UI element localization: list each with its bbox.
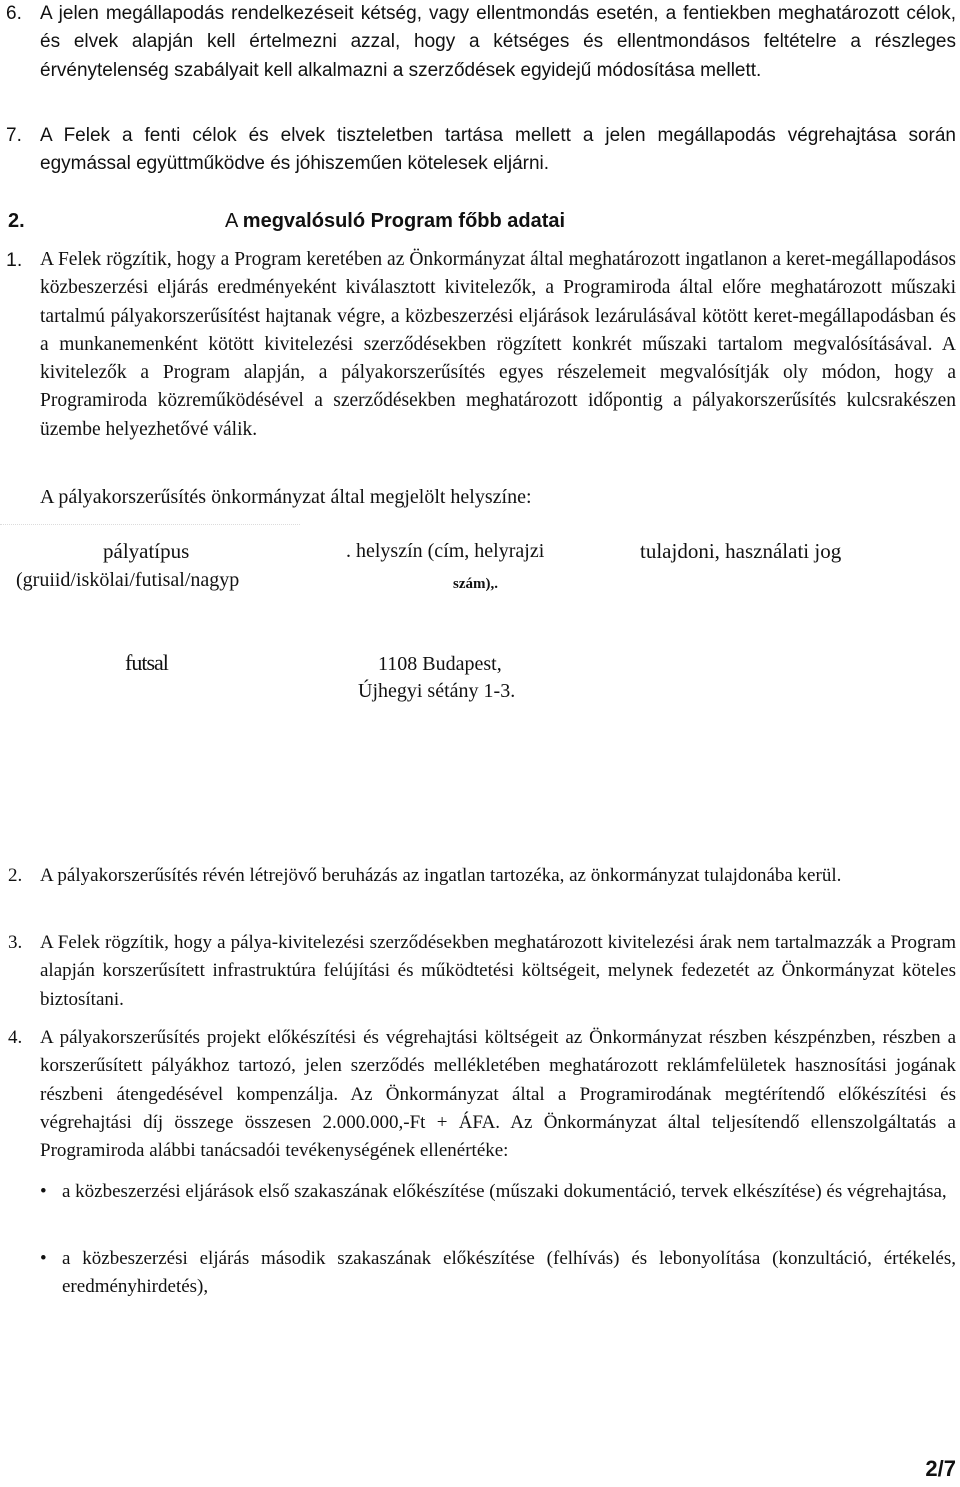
table-header-type-line1: pályatípus	[103, 539, 190, 563]
section-item-3	[8, 929, 956, 1014]
table-cell-type: futsal	[125, 650, 168, 675]
item-number: 2.	[8, 865, 23, 886]
section-title-bold: megvalósuló Program főbb adatai	[242, 210, 566, 232]
item-text: A pályakorszerűsítés révén létrejövő beruházás az ingatlan tartozéka, az önkormányzat tulajdonába kerül.	[40, 865, 842, 886]
table-cell-address-line1: 1108 Budapest,	[378, 653, 502, 675]
paragraph-6	[6, 0, 956, 85]
section-item-1	[6, 246, 956, 444]
bullet-text: a közbeszerzési eljárás második szakaszának előkészítése (felhívás) és lebonyolítása (konzultáció, értékelés, eredményhirdetés),	[62, 1248, 956, 1298]
item-text: A Felek rögzítik, hogy a Program keretében az Önkormányzat által meghatározott ingatlanon a keret-megállapodásos közbeszerzési eljárás eredményeként kiválasztott kivitelezők, a Programiroda által előre meghatározott műszaki tartalmú pályakorszerűsítést hajtanak végre, a közbeszerzési eljárások lezárulásával kötött keret-megállapodásban és a munkanemenként kötött kivitelezési szerződésekben rögzített konkrét műszaki tartalom megvalósításával. A kivitelezők a Program alapján, a pályakorszerűsítés egyes részelemeit megvalósítják oly módon, hogy a Programiroda közreműködésével a szerződésekben meghatározott időpontig a pályakorszerűsítés kulcsrakészen üzembe helyezhetővé válik.	[40, 249, 956, 440]
page-number: 2/7	[925, 1456, 956, 1481]
section-title	[225, 207, 565, 235]
bullet-item	[40, 1245, 956, 1302]
table-header-type-line2: (gruiid/iskölai/futisal/nagyp	[16, 569, 240, 591]
paragraph-number: 6.	[6, 3, 22, 24]
section-item-4	[8, 1024, 956, 1165]
item-number: 3.	[8, 932, 23, 953]
site-label: A pályakorszerűsítés önkormányzat által megjelölt helyszíne:	[40, 486, 532, 508]
table-header-ownership: tulajdoni, használati jog	[640, 539, 842, 563]
paragraph-text: A Felek a fenti célok és elvek tiszteletben tartása mellett a jelen megállapodás végrehajtása során egymással együttműködve és jóhiszeműen kötelesek eljárni.	[40, 125, 956, 175]
table-cell-address-line2: Újhegyi sétány 1-3.	[358, 680, 516, 702]
section-title-prefix: A	[225, 210, 243, 232]
paragraph-number: 7.	[6, 125, 22, 146]
bullet-dot: •	[40, 1181, 47, 1202]
bullet-dot: •	[40, 1248, 47, 1269]
section-number: 2.	[8, 210, 25, 232]
paragraph-7	[6, 122, 956, 179]
table-header-location-line2: szám),.	[453, 576, 498, 592]
table-top-rule	[0, 524, 300, 529]
section-item-2	[8, 862, 956, 890]
item-number: 4.	[8, 1027, 23, 1048]
item-number: 1.	[6, 249, 23, 271]
table-header-location-line1: . helyszín (cím, helyrajzi	[346, 540, 545, 562]
item-text: A pályakorszerűsítés projekt előkészítési és végrehajtási költségeit az Önkormányzat részben készpénzben, részben a korszerűsített pályákhoz tartozó, jelen szerződés mellékletében meghatározott reklámfelületek hasznosítási jogának részbeni átengedésével kompenzálja. Az Önkormányzat által a Programirodának megtérítendő előkészítési és végrehajtási díj összege összesen 2.000.000,-Ft + ÁFA. Az Önkormányzat által teljesítendő ellenszolgáltatás a Programiroda alábbi tanácsadói tevékenységének ellenértéke:	[40, 1027, 956, 1162]
bullet-item	[40, 1178, 956, 1206]
paragraph-text: A jelen megállapodás rendelkezéseit kétség, vagy ellentmondás esetén, a fentiekben meghatározott célok, és elvek alapján kell értelmezni azzal, hogy a kétséges és ellentmondásos feltételre a részleges érvénytelenség szabályait kell alkalmazni a szerződések egyidejű módosítása mellett.	[40, 3, 956, 81]
bullet-text: a közbeszerzési eljárások első szakaszának előkészítése (műszaki dokumentáció, tervek elkészítése) és végrehajtása,	[62, 1181, 947, 1202]
item-text: A Felek rögzítik, hogy a pálya-kivitelezési szerződésekben meghatározott kivitelezési árak nem tartalmazzák a Program alapján korszerűsített infrastruktúra felújítási és működtetési költségeit, melynek fedezetét az Önkormányzat köteles biztosítani.	[40, 932, 956, 1010]
